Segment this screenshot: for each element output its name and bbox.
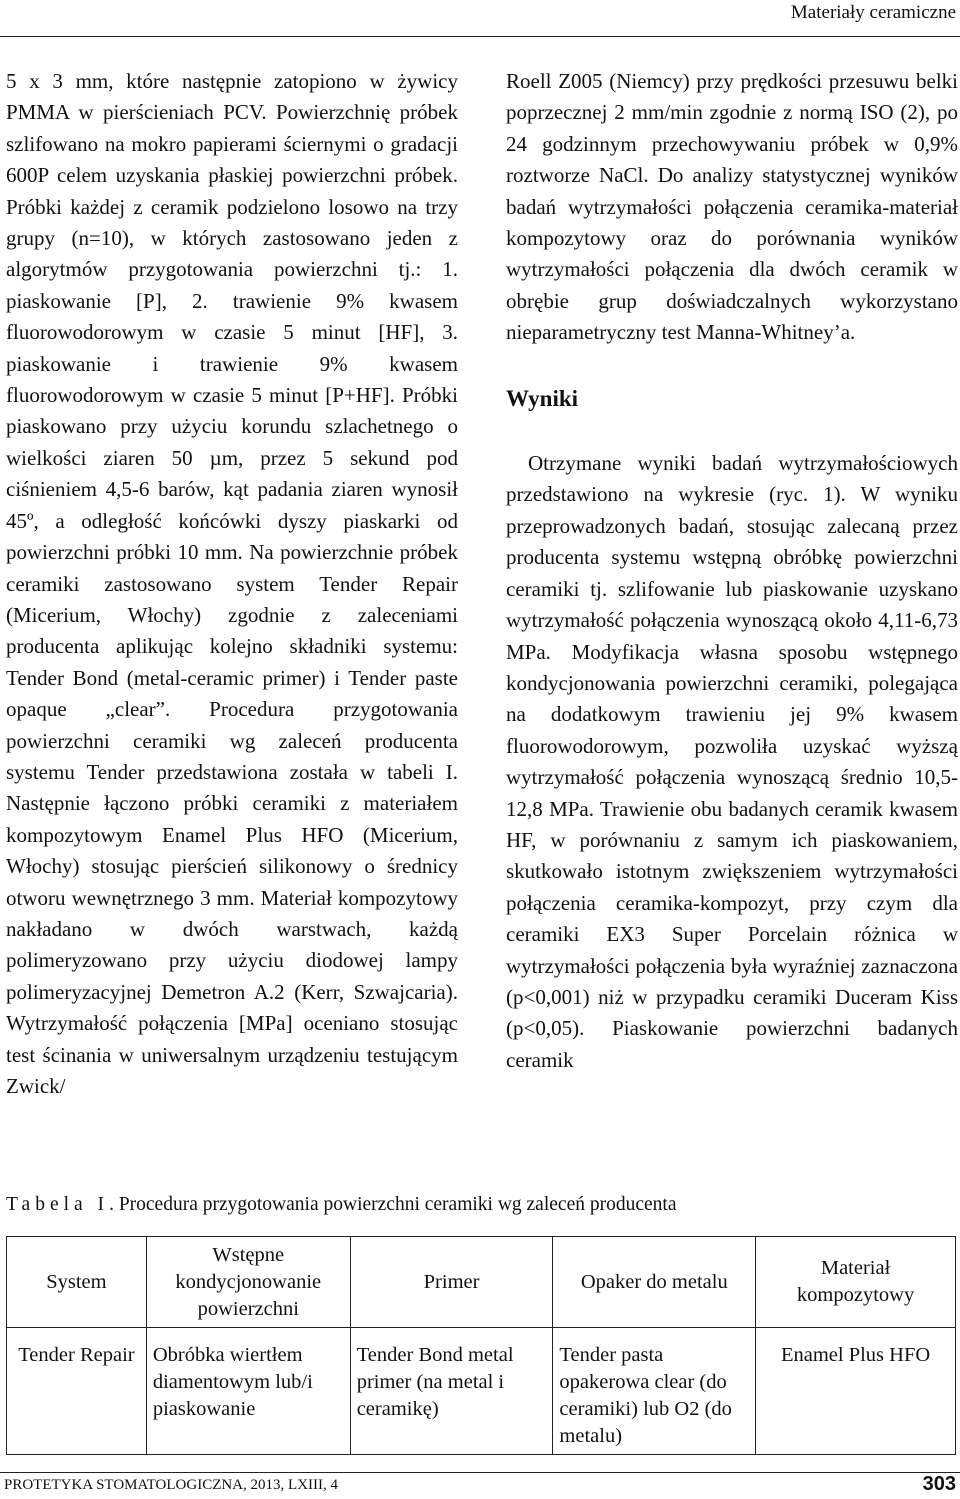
table-caption-text: . Procedura przygotowania powierzchni ceramiki wg zaleceń producenta — [109, 1194, 677, 1215]
table-label: Tabela I — [6, 1194, 110, 1215]
right-column — [506, 66, 958, 1076]
journal-citation: PROTETYKA STOMATOLOGICZNA, 2013, LXIII, 4 — [4, 1477, 339, 1493]
body-paragraph: 5 x 3 mm, które następnie zatopiono w żywicy PMMA w pierścieniach PCV. Powierzchnię próbek szlifowano na mokro papierami ściernymi o gradacji 600P celem uzyskania płaskiej powierzchni próbek. Próbki każdej z ceramik podzielono losowo na trzy grupy (n=10), w których zastosowano jeden z algorytmów przygotowania powierzchni tj.: 1. piaskowanie [P], 2. trawienie 9% kwasem fluorowodorowym w czasie 5 minut [HF], 3. piaskowanie i trawienie 9% kwasem fluorowodorowym w czasie 5 minut [P+HF]. Próbki piaskowano przy użyciu korundu szlachetnego o wielkości ziaren 50 µm, przez 5 sekund pod ciśnieniem 4,5-6 barów, kąt padania ziaren wynosił 45º, a odległość końcówki dyszy piaskarki od powierzchni próbki 10 mm. Na powierzchnie próbek ceramiki zastosowano system Tender Repair (Micerium, Włochy) zgodnie z zaleceniami producenta aplikując kolejno składniki systemu: Tender Bond (metal-ceramic primer) i Tender paste opaque „clear”. Procedura przygotowania powierzchni ceramiki wg zaleceń producenta systemu Tender przedstawiona została w tabeli I. Następnie łączono próbki ceramiki z materiałem kompozytowym Enamel Plus HFO (Micerium, Włochy) stosując pierścień silikonowy o średnicy otworu wewnętrznego 3 mm. Materiał kompozytowy nakładano w dwóch warstwach, każdą polimeryzowano przy użyciu diodowej lampy polimeryzacyjnej Demetron A.2 (Kerr, Szwajcaria). Wytrzymałość połączenia [MPa] oceniano stosując test ścinania w uniwersalnym urządzeniu testującym Zwick/ — [6, 69, 458, 1098]
page-header — [0, 0, 960, 37]
table-cell: Obróbka wiertłem diamentowym lub/i piaskowanie — [146, 1328, 350, 1455]
table-header-cell: Opaker do metalu — [553, 1237, 756, 1328]
page-footer — [0, 1472, 960, 1499]
table-caption — [6, 1194, 676, 1216]
table-header-row — [7, 1237, 956, 1328]
table-row — [7, 1328, 956, 1455]
running-title: Materiały ceramiczne — [790, 2, 956, 23]
table-cell: Tender Bond metal primer (na metal i ceramikę) — [350, 1328, 553, 1455]
procedure-table — [6, 1236, 956, 1455]
table-cell: Enamel Plus HFO — [756, 1328, 956, 1455]
table-header-cell: Primer — [350, 1237, 553, 1328]
table-header-cell: Materiał kompozytowy — [756, 1237, 956, 1328]
table-header-cell: System — [7, 1237, 147, 1328]
body-paragraph: Roell Z005 (Niemcy) przy prędkości przesuwu belki poprzecznej 2 mm/min zgodnie z normą ISO (2), po 24 godzinnym przechowywaniu próbek w 0,9% roztworze NaCl. Do analizy statystycznej wyników badań wytrzymałości połączenia ceramika-materiał kompozytowy oraz do porównania wyników wytrzymałości połączenia dla dwóch ceramik w obrębie grup doświadczalnych wykorzystano nieparametryczny test Manna-Whitney’a. — [506, 69, 958, 345]
table-header-cell: Wstępne kondycjonowanie powierzchni — [146, 1237, 350, 1328]
left-column — [6, 66, 458, 1102]
page-number: 303 — [922, 1473, 956, 1495]
body-paragraph: Otrzymane wyniki badań wytrzymałościowych przedstawiono na wykresie (ryc. 1). W wyniku przeprowadzonych badań, stosując zalecaną przez producenta systemu wstępną obróbkę powierzchni ceramiki tj. szlifowanie lub piaskowanie uzyskano wytrzymałość połączenia wynoszącą około 4,11-6,73 MPa. Modyfikacja własna sposobu wstępnego kondycjonowania powierzchni ceramiki, polegająca na dodatkowym trawieniu jej 9% kwasem fluorowodorowym, pozwoliła uzyskać wyższą wytrzymałość połączenia wynoszącą średnio 10,5-12,8 MPa. Trawienie obu badanych ceramik kwasem HF, w porównaniu z samym ich piaskowaniem, skutkowało istotnym zwiększeniem wytrzymałości połączenia ceramika-kompozyt, przy czym dla ceramiki EX3 Super Porcelain różnica w wytrzymałości połączenia była wyraźniej zaznaczona (p<0,001) niż w przypadku ceramiki Duceram Kiss (p<0,05). Piaskowanie powierzchni badanych ceramik — [506, 451, 958, 1072]
section-heading: Wyniki — [506, 385, 579, 411]
table-cell: Tender pasta opakerowa clear (do ceramiki) lub O2 (do metalu) — [553, 1328, 756, 1455]
table-cell: Tender Repair — [7, 1328, 147, 1455]
